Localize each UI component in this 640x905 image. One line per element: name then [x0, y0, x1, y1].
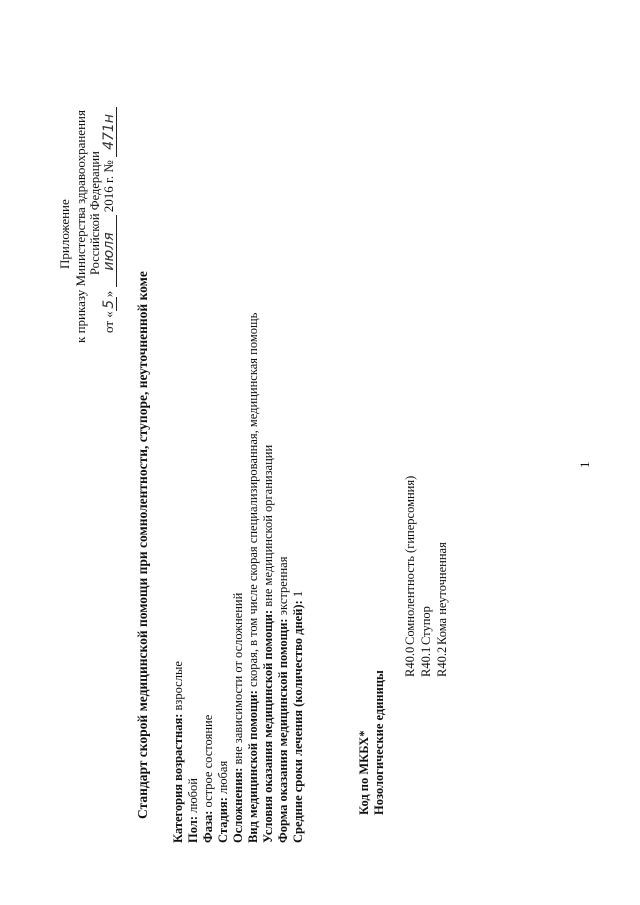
order-date-line [102, 107, 117, 333]
field-care-conditions: Условия оказания медицинской помощи: вне медицинской организации [261, 444, 275, 843]
order-mid: » [101, 290, 116, 298]
appendix-label: Приложение [57, 199, 72, 269]
field-duration: Средние сроки лечения (количество дней): 1 [291, 590, 305, 843]
field-stage: Стадия: любая [216, 760, 230, 843]
field-phase: Фаза: острое состояние [201, 714, 215, 843]
order-prefix: от « [101, 311, 116, 333]
field-complications: Осложнения: вне зависимости от осложнений [231, 592, 245, 843]
mkb-code: R40.1 [419, 646, 433, 677]
order-year: 2016 г. № [101, 160, 116, 213]
mkb-code-row [436, 542, 449, 677]
field-care-form: Форма оказания медицинской помощи: экстренная [276, 556, 290, 843]
field-age: Категория возрастная: взрослые [171, 661, 185, 843]
federation-line: Российской Федерации [88, 151, 102, 275]
page-number: 1 [577, 461, 592, 468]
mkb-name: Сомнолентность (гиперсомния) [403, 475, 417, 645]
mkb-name: Ступор [419, 606, 433, 645]
mkb-code-row [420, 606, 433, 677]
mkb-code: R40.0 [403, 646, 417, 677]
mkb-code-label: Код по МКБХ* [357, 730, 371, 815]
mkb-name: Кома неуточненная [435, 542, 449, 645]
order-line: к приказу Министерства здравоохранения [73, 110, 88, 343]
order-month: июля [102, 215, 117, 287]
field-care-type: Вид медицинской помощи: скорая, в том числе скорая специализированная, медицинская помощь [246, 312, 260, 843]
order-day: 5 [102, 297, 117, 311]
document-title: Стандарт скорой медицинской помощи при сомнолентности, ступоре, неуточненной коме [135, 271, 150, 819]
nosology-label: Нозологические единицы [372, 670, 386, 815]
mkb-code-row [404, 476, 417, 677]
order-number: 471н [102, 107, 117, 157]
field-sex: Пол: любой [186, 778, 200, 843]
mkb-code: R40.2 [435, 646, 449, 677]
